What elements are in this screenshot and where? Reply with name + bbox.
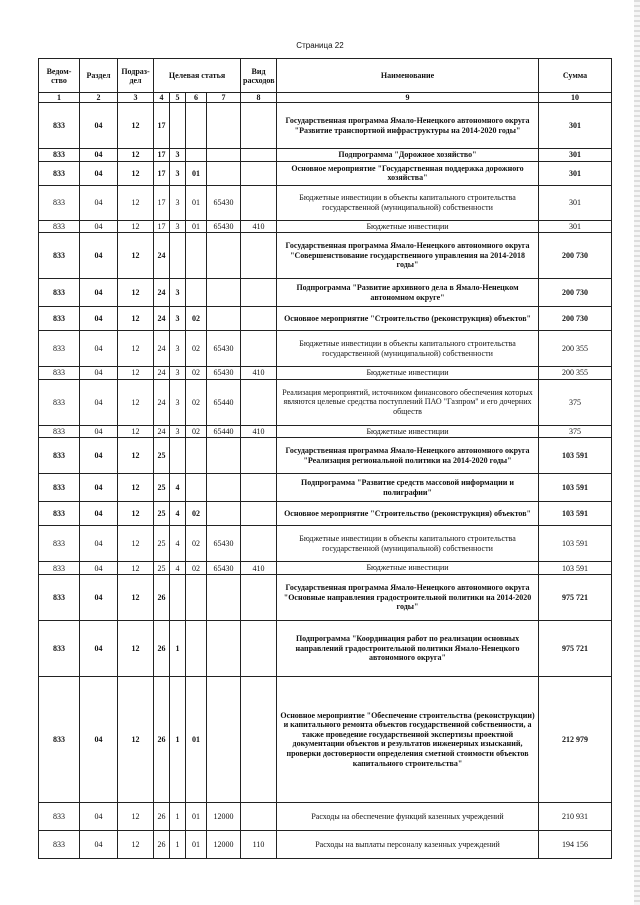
cell-target-1: 17 — [154, 103, 170, 149]
cell-target-3: 01 — [186, 220, 207, 233]
cell-ved: 833 — [39, 233, 80, 279]
cell-target-2: 3 — [170, 279, 186, 307]
cell-expense-type — [241, 233, 277, 279]
table-row — [39, 502, 612, 526]
cell-expense-type — [241, 379, 277, 425]
cell-amount: 200 355 — [539, 331, 612, 367]
cell-ved: 833 — [39, 562, 80, 575]
cell-podrazdel: 12 — [118, 307, 154, 331]
cell-target-2: 3 — [170, 331, 186, 367]
header-name: Наименование — [277, 59, 539, 93]
cell-expense-type — [241, 185, 277, 220]
cell-razdel: 04 — [80, 185, 118, 220]
cell-ved: 833 — [39, 830, 80, 858]
cell-target-2 — [170, 103, 186, 149]
cell-ved: 833 — [39, 676, 80, 802]
page-number-label: Страница 22 — [296, 41, 344, 50]
cell-target-2: 1 — [170, 802, 186, 830]
cell-target-2: 3 — [170, 307, 186, 331]
cell-expense-type — [241, 331, 277, 367]
cell-podrazdel: 12 — [118, 425, 154, 438]
column-number-row — [39, 93, 612, 103]
cell-target-4: 65430 — [207, 367, 241, 380]
cell-target-4 — [207, 233, 241, 279]
cell-name: Основное мероприятие "Государственная поддержка дорожного хозяйства" — [277, 161, 539, 185]
cell-target-4 — [207, 474, 241, 502]
cell-target-1: 24 — [154, 379, 170, 425]
cell-target-3: 02 — [186, 379, 207, 425]
table-row — [39, 185, 612, 220]
cell-target-2 — [170, 438, 186, 474]
cell-target-4 — [207, 307, 241, 331]
column-number: 9 — [277, 93, 539, 103]
cell-target-2: 4 — [170, 562, 186, 575]
cell-razdel: 04 — [80, 367, 118, 380]
table-row — [39, 279, 612, 307]
column-number: 3 — [118, 93, 154, 103]
cell-target-1: 17 — [154, 149, 170, 162]
cell-target-1: 24 — [154, 279, 170, 307]
cell-target-2 — [170, 574, 186, 620]
table-body — [39, 103, 612, 859]
cell-podrazdel: 12 — [118, 676, 154, 802]
cell-expense-type — [241, 574, 277, 620]
cell-razdel: 04 — [80, 425, 118, 438]
table-row — [39, 367, 612, 380]
table-row — [39, 526, 612, 562]
cell-target-4 — [207, 279, 241, 307]
cell-target-2: 4 — [170, 526, 186, 562]
cell-podrazdel: 12 — [118, 161, 154, 185]
cell-podrazdel: 12 — [118, 526, 154, 562]
cell-target-1: 24 — [154, 233, 170, 279]
cell-target-4 — [207, 103, 241, 149]
column-number: 6 — [186, 93, 207, 103]
cell-razdel: 04 — [80, 161, 118, 185]
cell-ved: 833 — [39, 425, 80, 438]
cell-target-4: 65430 — [207, 220, 241, 233]
cell-target-4: 12000 — [207, 830, 241, 858]
cell-name: Бюджетные инвестиции — [277, 562, 539, 575]
cell-amount: 301 — [539, 103, 612, 149]
cell-target-4 — [207, 574, 241, 620]
cell-expense-type — [241, 620, 277, 676]
cell-target-2: 3 — [170, 379, 186, 425]
cell-amount: 103 591 — [539, 502, 612, 526]
cell-podrazdel: 12 — [118, 367, 154, 380]
cell-expense-type — [241, 103, 277, 149]
cell-target-4: 65440 — [207, 379, 241, 425]
cell-target-3: 02 — [186, 367, 207, 380]
budget-table — [38, 58, 612, 859]
cell-podrazdel: 12 — [118, 220, 154, 233]
header-razdel: Раздел — [80, 59, 118, 93]
cell-amount: 200 730 — [539, 307, 612, 331]
cell-target-2: 1 — [170, 830, 186, 858]
table-row — [39, 562, 612, 575]
cell-podrazdel: 12 — [118, 574, 154, 620]
cell-target-3: 02 — [186, 331, 207, 367]
cell-podrazdel: 12 — [118, 830, 154, 858]
cell-name: Государственная программа Ямало-Ненецкого автономного округа "Основные направления градостроительной политики на 2014-2020 годы" — [277, 574, 539, 620]
cell-ved: 833 — [39, 331, 80, 367]
cell-ved: 833 — [39, 307, 80, 331]
cell-target-4: 65440 — [207, 425, 241, 438]
table-row — [39, 220, 612, 233]
table-row — [39, 620, 612, 676]
cell-expense-type — [241, 307, 277, 331]
cell-amount: 103 591 — [539, 526, 612, 562]
cell-target-3: 02 — [186, 502, 207, 526]
cell-name: Расходы на обеспечение функций казенных учреждений — [277, 802, 539, 830]
cell-podrazdel: 12 — [118, 103, 154, 149]
header-podrazdel: Подраз-дел — [118, 59, 154, 93]
cell-target-4 — [207, 438, 241, 474]
cell-podrazdel: 12 — [118, 620, 154, 676]
cell-amount: 200 730 — [539, 233, 612, 279]
cell-target-1: 24 — [154, 331, 170, 367]
cell-name: Бюджетные инвестиции — [277, 425, 539, 438]
column-number: 8 — [241, 93, 277, 103]
cell-target-2: 4 — [170, 502, 186, 526]
cell-name: Бюджетные инвестиции — [277, 220, 539, 233]
cell-ved: 833 — [39, 161, 80, 185]
cell-amount: 375 — [539, 425, 612, 438]
cell-name: Бюджетные инвестиции в объекты капитального строительства государственной (муниципальной) собственности — [277, 331, 539, 367]
header-target-article: Целевая статья — [154, 59, 241, 93]
cell-name: Подпрограмма "Развитие архивного дела в Ямало-Ненецком автономном округе" — [277, 279, 539, 307]
cell-amount: 375 — [539, 379, 612, 425]
cell-target-1: 17 — [154, 161, 170, 185]
cell-ved: 833 — [39, 620, 80, 676]
cell-target-1: 24 — [154, 307, 170, 331]
cell-target-3: 02 — [186, 307, 207, 331]
cell-target-4 — [207, 676, 241, 802]
cell-podrazdel: 12 — [118, 185, 154, 220]
cell-target-4: 65430 — [207, 562, 241, 575]
cell-target-1: 24 — [154, 367, 170, 380]
cell-target-4 — [207, 620, 241, 676]
cell-expense-type: 410 — [241, 425, 277, 438]
column-number: 1 — [39, 93, 80, 103]
cell-target-3 — [186, 233, 207, 279]
cell-razdel: 04 — [80, 233, 118, 279]
cell-target-1: 25 — [154, 502, 170, 526]
cell-razdel: 04 — [80, 379, 118, 425]
cell-razdel: 04 — [80, 502, 118, 526]
cell-target-4 — [207, 161, 241, 185]
cell-razdel: 04 — [80, 307, 118, 331]
cell-ved: 833 — [39, 149, 80, 162]
cell-ved: 833 — [39, 279, 80, 307]
cell-name: Бюджетные инвестиции в объекты капитального строительства государственной (муниципальной) собственности — [277, 185, 539, 220]
cell-target-4: 65430 — [207, 185, 241, 220]
table-row — [39, 307, 612, 331]
cell-name: Реализация мероприятий, источником финансового обеспечения которых являются целевые средства поступлений ПАО "Газпром" и его дочерних обществ — [277, 379, 539, 425]
header-expense-type: Вид расходов — [241, 59, 277, 93]
cell-target-2: 1 — [170, 620, 186, 676]
cell-ved: 833 — [39, 367, 80, 380]
cell-target-4 — [207, 502, 241, 526]
cell-razdel: 04 — [80, 620, 118, 676]
cell-amount: 212 979 — [539, 676, 612, 802]
cell-razdel: 04 — [80, 676, 118, 802]
cell-expense-type — [241, 161, 277, 185]
cell-ved: 833 — [39, 185, 80, 220]
cell-target-1: 17 — [154, 220, 170, 233]
cell-expense-type — [241, 526, 277, 562]
column-number: 7 — [207, 93, 241, 103]
cell-amount: 975 721 — [539, 620, 612, 676]
cell-expense-type — [241, 474, 277, 502]
cell-ved: 833 — [39, 574, 80, 620]
table-row — [39, 474, 612, 502]
cell-razdel: 04 — [80, 220, 118, 233]
cell-expense-type — [241, 502, 277, 526]
cell-name: Основное мероприятие "Обеспечение строительства (реконструкции) и капитального ремонта объектов государственной собственности, а также проведение государственной экспертизы проектной документации объектов и результатов инженерных изысканий, проверки достоверности определения сметной стоимости объектов капитального строительства" — [277, 676, 539, 802]
cell-target-2: 3 — [170, 425, 186, 438]
cell-amount: 301 — [539, 220, 612, 233]
cell-podrazdel: 12 — [118, 438, 154, 474]
cell-razdel: 04 — [80, 830, 118, 858]
cell-ved: 833 — [39, 220, 80, 233]
cell-target-3: 01 — [186, 185, 207, 220]
table-row — [39, 438, 612, 474]
table-row — [39, 574, 612, 620]
table-row — [39, 379, 612, 425]
cell-target-3: 01 — [186, 161, 207, 185]
cell-target-1: 25 — [154, 438, 170, 474]
cell-name: Государственная программа Ямало-Ненецкого автономного округа "Совершенствование государственного управления на 2014-2018 годы" — [277, 233, 539, 279]
cell-target-1: 25 — [154, 474, 170, 502]
cell-target-1: 24 — [154, 425, 170, 438]
cell-podrazdel: 12 — [118, 802, 154, 830]
cell-target-3 — [186, 474, 207, 502]
table-row — [39, 425, 612, 438]
cell-target-3 — [186, 620, 207, 676]
cell-name: Бюджетные инвестиции в объекты капитального строительства государственной (муниципальной) собственности — [277, 526, 539, 562]
cell-expense-type: 110 — [241, 830, 277, 858]
table-row — [39, 103, 612, 149]
cell-target-3: 02 — [186, 526, 207, 562]
cell-name: Бюджетные инвестиции — [277, 367, 539, 380]
cell-target-2: 3 — [170, 185, 186, 220]
cell-target-1: 26 — [154, 802, 170, 830]
cell-name: Подпрограмма "Развитие средств массовой информации и полиграфии" — [277, 474, 539, 502]
cell-razdel: 04 — [80, 438, 118, 474]
cell-target-4 — [207, 149, 241, 162]
cell-target-1: 26 — [154, 574, 170, 620]
table-row — [39, 676, 612, 802]
cell-podrazdel: 12 — [118, 474, 154, 502]
cell-razdel: 04 — [80, 562, 118, 575]
cell-expense-type — [241, 676, 277, 802]
cell-expense-type: 410 — [241, 220, 277, 233]
cell-ved: 833 — [39, 526, 80, 562]
column-number: 2 — [80, 93, 118, 103]
cell-podrazdel: 12 — [118, 279, 154, 307]
cell-name: Основное мероприятие "Строительство (реконструкция) объектов" — [277, 307, 539, 331]
cell-target-2: 3 — [170, 149, 186, 162]
cell-target-2: 3 — [170, 161, 186, 185]
cell-amount: 301 — [539, 149, 612, 162]
cell-target-3: 01 — [186, 802, 207, 830]
cell-target-3 — [186, 574, 207, 620]
cell-expense-type — [241, 438, 277, 474]
cell-target-3 — [186, 149, 207, 162]
cell-expense-type — [241, 149, 277, 162]
cell-razdel: 04 — [80, 103, 118, 149]
cell-razdel: 04 — [80, 474, 118, 502]
cell-name: Подпрограмма "Координация работ по реализации основных направлений градостроительной политики Ямало-Ненецкого автономного округа" — [277, 620, 539, 676]
cell-target-1: 26 — [154, 676, 170, 802]
cell-target-3 — [186, 438, 207, 474]
cell-target-2: 3 — [170, 367, 186, 380]
cell-target-2: 1 — [170, 676, 186, 802]
header-ved: Ведом-ство — [39, 59, 80, 93]
table-row — [39, 149, 612, 162]
scan-edge — [634, 0, 640, 905]
cell-podrazdel: 12 — [118, 149, 154, 162]
cell-target-3 — [186, 103, 207, 149]
cell-target-1: 26 — [154, 620, 170, 676]
cell-amount: 194 156 — [539, 830, 612, 858]
cell-expense-type: 410 — [241, 562, 277, 575]
cell-name: Государственная программа Ямало-Ненецкого автономного округа "Реализация региональной политики на 2014-2020 годы" — [277, 438, 539, 474]
cell-podrazdel: 12 — [118, 331, 154, 367]
cell-name: Расходы на выплаты персоналу казенных учреждений — [277, 830, 539, 858]
cell-target-3: 01 — [186, 830, 207, 858]
cell-podrazdel: 12 — [118, 233, 154, 279]
header-sum: Сумма — [539, 59, 612, 93]
column-number: 5 — [170, 93, 186, 103]
cell-podrazdel: 12 — [118, 562, 154, 575]
cell-razdel: 04 — [80, 574, 118, 620]
cell-target-1: 25 — [154, 562, 170, 575]
cell-expense-type — [241, 802, 277, 830]
cell-amount: 200 730 — [539, 279, 612, 307]
cell-amount: 301 — [539, 161, 612, 185]
cell-razdel: 04 — [80, 526, 118, 562]
cell-razdel: 04 — [80, 802, 118, 830]
cell-target-3: 02 — [186, 562, 207, 575]
cell-target-4: 65430 — [207, 526, 241, 562]
cell-target-1: 26 — [154, 830, 170, 858]
table-row — [39, 802, 612, 830]
cell-target-3 — [186, 279, 207, 307]
cell-amount: 200 355 — [539, 367, 612, 380]
cell-target-3: 02 — [186, 425, 207, 438]
cell-expense-type — [241, 279, 277, 307]
cell-target-2: 3 — [170, 220, 186, 233]
cell-podrazdel: 12 — [118, 379, 154, 425]
cell-ved: 833 — [39, 502, 80, 526]
cell-ved: 833 — [39, 103, 80, 149]
cell-name: Основное мероприятие "Строительство (реконструкция) объектов" — [277, 502, 539, 526]
table-row — [39, 233, 612, 279]
cell-name: Государственная программа Ямало-Ненецкого автономного округа "Развитие транспортной инфраструктуры на 2014-2020 годы" — [277, 103, 539, 149]
cell-razdel: 04 — [80, 331, 118, 367]
cell-target-1: 17 — [154, 185, 170, 220]
cell-ved: 833 — [39, 802, 80, 830]
cell-amount: 103 591 — [539, 438, 612, 474]
cell-target-1: 25 — [154, 526, 170, 562]
column-number: 10 — [539, 93, 612, 103]
cell-amount: 103 591 — [539, 474, 612, 502]
cell-name: Подпрограмма "Дорожное хозяйство" — [277, 149, 539, 162]
cell-amount: 975 721 — [539, 574, 612, 620]
cell-podrazdel: 12 — [118, 502, 154, 526]
cell-amount: 103 591 — [539, 562, 612, 575]
cell-target-4: 65430 — [207, 331, 241, 367]
cell-target-2: 4 — [170, 474, 186, 502]
cell-target-2 — [170, 233, 186, 279]
column-number: 4 — [154, 93, 170, 103]
cell-amount: 301 — [539, 185, 612, 220]
cell-target-4: 12000 — [207, 802, 241, 830]
cell-amount: 210 931 — [539, 802, 612, 830]
cell-ved: 833 — [39, 379, 80, 425]
cell-ved: 833 — [39, 438, 80, 474]
table-row — [39, 331, 612, 367]
table-row — [39, 161, 612, 185]
table-row — [39, 830, 612, 858]
cell-target-3: 01 — [186, 676, 207, 802]
cell-razdel: 04 — [80, 149, 118, 162]
cell-expense-type: 410 — [241, 367, 277, 380]
cell-razdel: 04 — [80, 279, 118, 307]
cell-ved: 833 — [39, 474, 80, 502]
